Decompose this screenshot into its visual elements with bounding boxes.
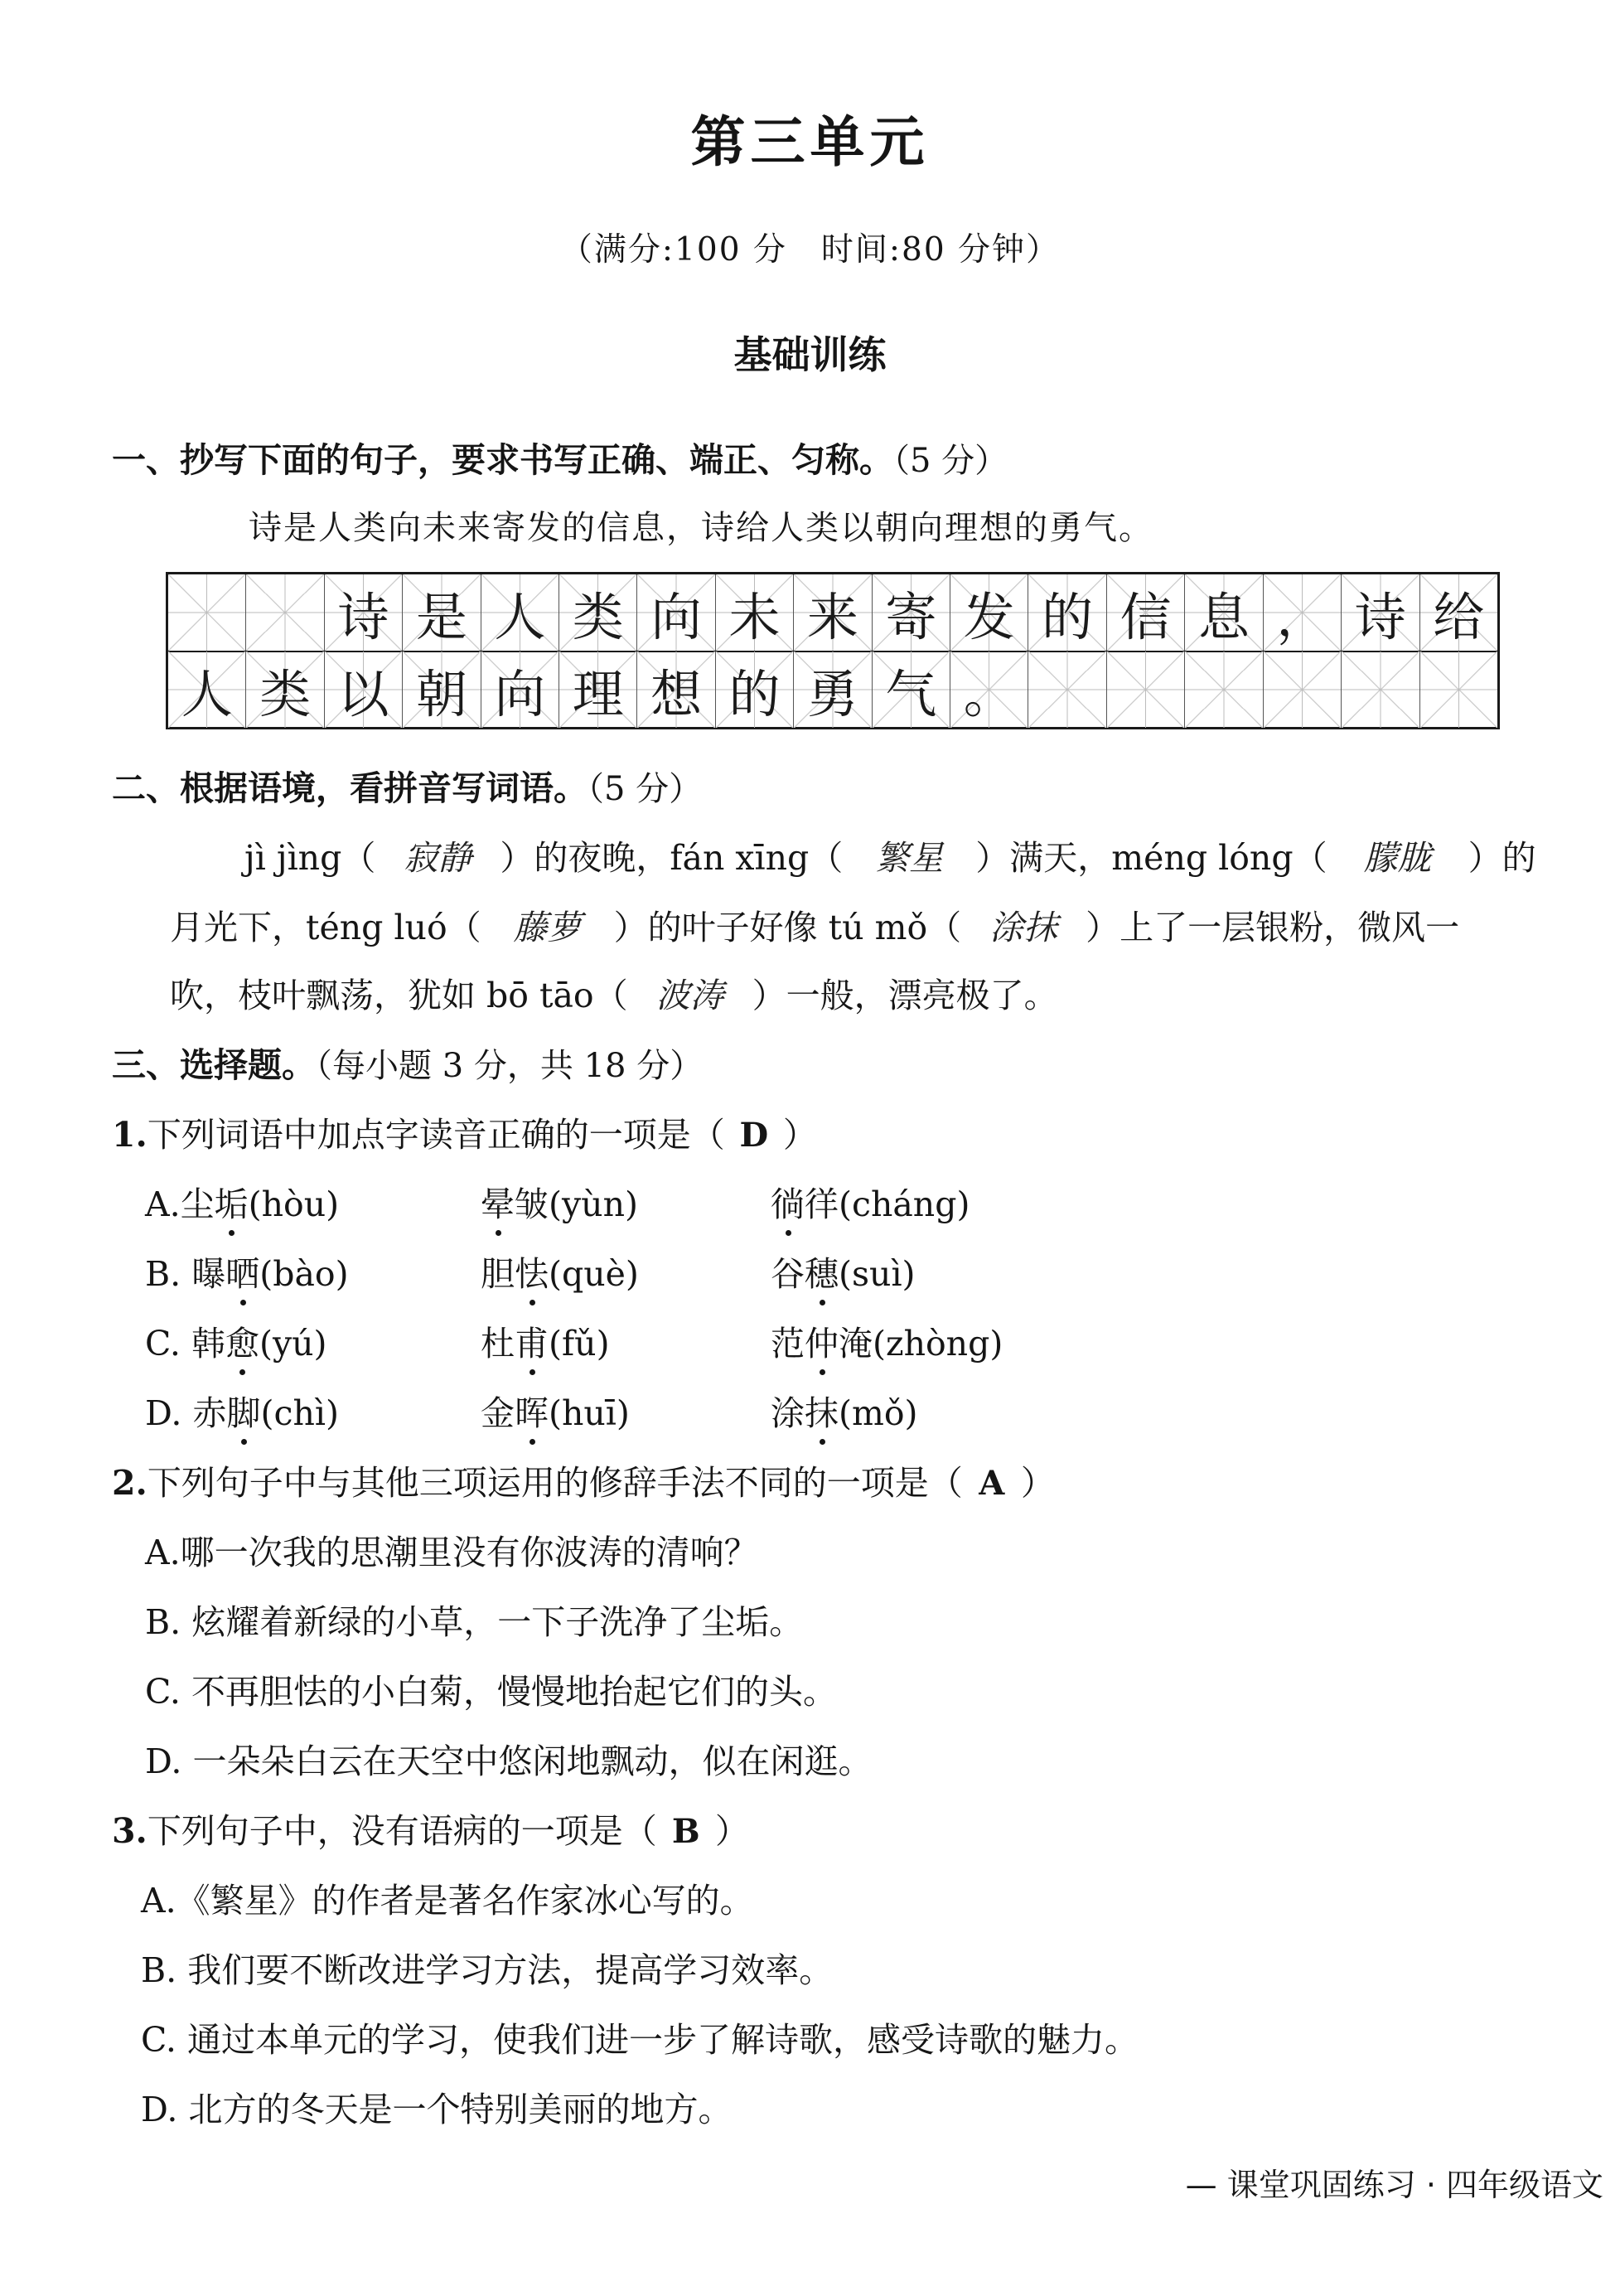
grid-row-2-cell[interactable]: [1420, 652, 1497, 728]
q3-1-option-c-word-2: [481, 1316, 610, 1365]
q3-2-option-c[interactable]: C. 不再胆怯的小白菊，慢慢地抬起它们的头。: [145, 1672, 837, 1712]
q3-3-answer[interactable]: B: [671, 1812, 700, 1851]
grid-row-1-cell[interactable]: [246, 574, 324, 651]
q2-text: ）的夜晚，fán xīng（: [500, 838, 844, 878]
q3-3-stem: [112, 1804, 749, 1853]
grid-row-1-cell[interactable]: 寄: [873, 574, 950, 651]
q3-2-stem-text: 下列句子中与其他三项运用的修辞手法不同的一项是（: [147, 1463, 963, 1503]
q2-text: ）的叶子好像 tú mǒ（: [613, 908, 962, 947]
q2-heading-text: 二、根据语境，看拼音写词语。: [112, 768, 588, 808]
q3-2-option-b[interactable]: B. 炫耀着新绿的小草，一下子洗净了尘垢。: [145, 1602, 804, 1642]
grid-row-1-cell[interactable]: 息: [1185, 574, 1263, 651]
grid-row-2-cell[interactable]: [1107, 652, 1185, 728]
dotted-character: 垢: [215, 1177, 249, 1226]
grid-row-1-cell[interactable]: 类: [559, 574, 637, 651]
q3-1-option-d-word-2: [481, 1386, 630, 1435]
word-suffix-pinyin: 徉(cháng): [805, 1184, 970, 1224]
word-prefix: 涂: [771, 1393, 805, 1433]
q2-text: ）的: [1468, 838, 1536, 878]
q3-3-option-a[interactable]: A.《繁星》的作者是著名作家冰心写的。: [141, 1881, 754, 1921]
dotted-character: 晒: [225, 1247, 259, 1296]
writing-grid-row-1: [168, 574, 1497, 652]
q3-1-option-c-word-3: [771, 1316, 1003, 1365]
q2-text: jì jìng（: [244, 838, 376, 878]
q3-heading: [112, 1038, 703, 1087]
score-time-info: （满分:100 分 时间:80 分钟）: [559, 231, 1061, 269]
q3-1-close: ）: [782, 1115, 817, 1155]
writing-grid[interactable]: [166, 572, 1500, 729]
q3-1-option-a-word-2: [481, 1177, 638, 1226]
grid-row-1-cell[interactable]: 信: [1107, 574, 1185, 651]
grid-row-2-cell[interactable]: 的: [716, 652, 794, 728]
word-suffix-pinyin: (mǒ): [839, 1393, 918, 1433]
grid-row-2-cell[interactable]: 类: [246, 652, 324, 728]
dotted-character: 怯: [515, 1247, 549, 1296]
grid-row-2-cell[interactable]: 以: [325, 652, 403, 728]
q3-1-number: 1.: [112, 1115, 147, 1155]
grid-row-1-cell[interactable]: 诗: [325, 574, 403, 651]
q2-answer-3[interactable]: 朦胧: [1363, 838, 1432, 878]
word-suffix-pinyin: (yú): [259, 1324, 327, 1364]
q3-2-stem: [112, 1456, 1055, 1504]
q2-answer-1[interactable]: 寂静: [404, 838, 472, 878]
dotted-character: 仲: [805, 1316, 839, 1365]
grid-row-1-cell[interactable]: ，: [1264, 574, 1342, 651]
word-suffix-pinyin: (suì): [839, 1254, 916, 1294]
q3-1-option-d-word-1[interactable]: [145, 1386, 339, 1435]
grid-row-2-cell[interactable]: 气: [873, 652, 950, 728]
grid-row-1-cell[interactable]: 诗: [1342, 574, 1419, 651]
q2-answer-4[interactable]: 藤萝: [513, 908, 582, 947]
q3-1-option-b-word-2: [481, 1247, 639, 1296]
unit-title: 第三单元: [690, 109, 930, 174]
word-suffix-pinyin: (huī): [549, 1393, 630, 1433]
q3-2-option-a[interactable]: A.哪一次我的思潮里没有你波涛的清响？: [145, 1533, 758, 1572]
q3-1-option-c-word-1[interactable]: [145, 1316, 327, 1365]
q3-2-number: 2.: [112, 1463, 147, 1503]
grid-row-2-cell[interactable]: [1264, 652, 1342, 728]
word-prefix: C. 韩: [145, 1324, 225, 1364]
dotted-character: 愈: [225, 1316, 259, 1365]
dotted-character: 穗: [805, 1247, 839, 1296]
word-suffix-pinyin: (fǔ): [549, 1324, 610, 1364]
dotted-character: 晕: [481, 1177, 515, 1226]
q2-line-1: [244, 831, 1536, 879]
grid-row-2-cell[interactable]: 人: [168, 652, 246, 728]
q2-text: ）上了一层银粉，微风一: [1086, 908, 1460, 947]
q3-2-answer[interactable]: A: [979, 1464, 1005, 1503]
q3-1-option-a-word-1[interactable]: [145, 1177, 339, 1226]
dotted-character: 徜: [771, 1177, 805, 1226]
page-footer: — 课堂巩固练习 · 四年级语文: [1185, 2167, 1603, 2203]
word-suffix-pinyin: (chì): [260, 1393, 339, 1433]
word-prefix: 杜: [481, 1324, 515, 1364]
word-suffix-pinyin: 皱(yùn): [515, 1184, 638, 1224]
grid-row-1-cell[interactable]: 发: [950, 574, 1028, 651]
q3-3-option-c[interactable]: C. 通过本单元的学习，使我们进一步了解诗歌，感受诗歌的魅力。: [141, 2020, 1139, 2060]
word-prefix: 金: [481, 1393, 515, 1433]
word-suffix-pinyin: (què): [549, 1254, 639, 1294]
grid-row-2-cell[interactable]: [1342, 652, 1419, 728]
grid-row-2-cell[interactable]: 。: [950, 652, 1028, 728]
q2-answer-6[interactable]: 波涛: [655, 976, 724, 1015]
q1-sentence: 诗是人类向未来寄发的信息，诗给人类以朝向理想的勇气。: [249, 509, 1153, 547]
grid-row-2-cell[interactable]: [1028, 652, 1106, 728]
grid-row-2-cell[interactable]: 勇: [794, 652, 872, 728]
q3-3-number: 3.: [112, 1811, 147, 1851]
q2-score: （5 分）: [588, 770, 703, 808]
q2-answer-5[interactable]: 涂抹: [989, 908, 1058, 947]
q3-3-stem-text: 下列句子中，没有语病的一项是（: [147, 1811, 657, 1851]
section-title: 基础训练: [733, 332, 887, 377]
dotted-character: 抹: [805, 1386, 839, 1435]
q2-text: ）一般，漂亮极了。: [752, 976, 1058, 1015]
q3-1-stem: [112, 1107, 817, 1156]
q2-text: 月光下，téng luó（: [170, 908, 481, 947]
q3-3-option-d[interactable]: D. 北方的冬天是一个特别美丽的地方。: [141, 2090, 733, 2129]
q1-heading-text: 一、抄写下面的句子，要求书写正确、端正、匀称。: [112, 440, 893, 480]
word-suffix-pinyin: (bào): [259, 1254, 349, 1294]
q2-text: ）满天，méng lóng（: [975, 838, 1327, 878]
grid-row-2-cell[interactable]: 向: [481, 652, 559, 728]
q3-2-close: ）: [1020, 1463, 1055, 1503]
writing-grid-row-2: [168, 652, 1497, 728]
word-suffix-pinyin: 淹(zhòng): [839, 1324, 1003, 1364]
q3-1-option-b-word-3: [771, 1247, 916, 1296]
grid-row-1-cell[interactable]: 人: [481, 574, 559, 651]
q3-3-close: ）: [714, 1811, 749, 1851]
q3-1-option-a-word-3: [771, 1177, 970, 1226]
word-prefix: 范: [771, 1324, 805, 1364]
q3-heading-text: 三、选择题。: [112, 1045, 316, 1085]
dotted-character: 脚: [226, 1386, 260, 1435]
q2-heading: [112, 761, 702, 810]
q1-heading: [112, 433, 1008, 482]
grid-row-2-cell[interactable]: [1185, 652, 1263, 728]
grid-row-2-cell[interactable]: 想: [637, 652, 715, 728]
q2-text: 吹，枝叶飘荡，犹如 bō tāo（: [170, 976, 628, 1015]
word-prefix: 胆: [481, 1254, 515, 1294]
q2-line-3: [170, 968, 1058, 1017]
grid-row-1-cell[interactable]: 给: [1420, 574, 1497, 651]
word-suffix-pinyin: (hòu): [248, 1184, 340, 1224]
q2-answer-2[interactable]: 繁星: [875, 838, 944, 878]
dotted-character: 晖: [515, 1386, 549, 1435]
q3-score: （每小题 3 分，共 18 分）: [316, 1047, 704, 1085]
word-prefix: D. 赤: [145, 1393, 227, 1433]
q3-1-answer[interactable]: D: [739, 1116, 769, 1155]
grid-row-1-cell[interactable]: 的: [1028, 574, 1106, 651]
grid-row-2-cell[interactable]: 理: [559, 652, 637, 728]
dotted-character: 甫: [515, 1316, 549, 1365]
grid-row-1-cell[interactable]: 是: [403, 574, 481, 651]
word-prefix: 谷: [771, 1254, 805, 1294]
word-prefix: B. 曝: [145, 1254, 226, 1294]
grid-row-2-cell[interactable]: 朝: [403, 652, 481, 728]
q3-1-option-b-word-1[interactable]: [145, 1247, 349, 1296]
q2-line-2: [170, 900, 1459, 949]
grid-row-1-cell[interactable]: 来: [794, 574, 872, 651]
q3-3-option-b[interactable]: B. 我们要不断改进学习方法，提高学习效率。: [141, 1950, 834, 1990]
q3-2-option-d[interactable]: D. 一朵朵白云在天空中悠闲地飘动，似在闲逛。: [145, 1741, 873, 1781]
grid-row-1-cell[interactable]: 向: [637, 574, 715, 651]
grid-row-1-cell[interactable]: [168, 574, 246, 651]
grid-row-1-cell[interactable]: 未: [716, 574, 794, 651]
q1-score: （5 分）: [893, 442, 1008, 480]
q3-1-option-d-word-3: [771, 1386, 918, 1435]
q3-1-stem-text: 下列词语中加点字读音正确的一项是（: [147, 1115, 725, 1155]
word-prefix: A.尘: [145, 1184, 215, 1224]
